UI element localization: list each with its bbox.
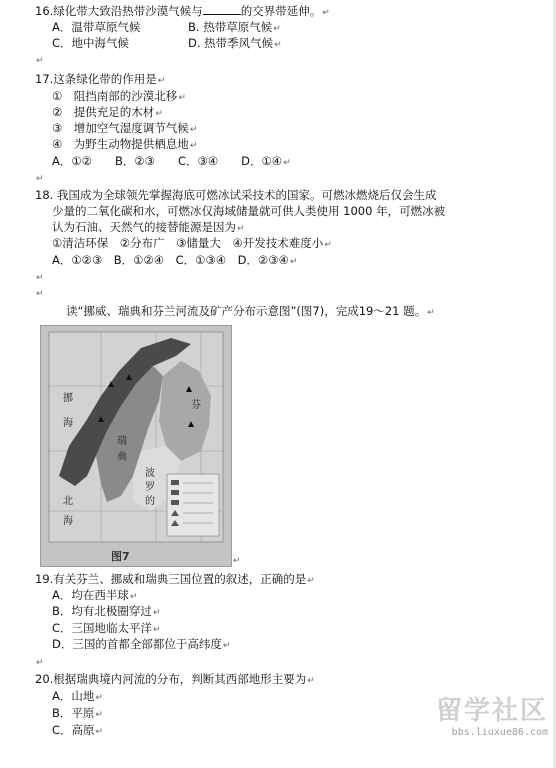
map-label: 挪 (63, 393, 73, 404)
q20-option-b: B．平原↵ (52, 706, 103, 720)
paragraph-mark-icon: ↵ (189, 141, 198, 151)
paragraph-mark-icon: ↵ (129, 592, 138, 602)
q17-option-3: ③ 增加空气湿度调节气候↵ (52, 121, 198, 135)
q18-line3: 认为石油、天然气的接替能源是因为↵ (52, 220, 245, 234)
paragraph-mark-icon: ↵ (36, 273, 44, 283)
paragraph-mark-icon: ↵ (95, 693, 103, 703)
q18-line1: 18. 我国成为全球领先掌握海底可燃冰试采技术的国家。可燃冰燃烧后仅会生成 (35, 188, 437, 202)
paragraph-mark-icon: ↵ (152, 608, 161, 618)
paragraph-mark-icon: ↵ (289, 257, 298, 267)
paragraph-mark-icon: ↵ (95, 710, 103, 720)
q20-stem: 20.根据瑞典境内河流的分布，判断其西部地形主要为↵ (35, 672, 315, 686)
paragraph-mark-icon: ↵ (274, 40, 282, 50)
paragraph-mark-icon: ↵ (427, 308, 435, 318)
blank-line (35, 170, 44, 187)
q16-option-a: A．温带草原气候 (52, 20, 141, 34)
paragraph-mark-icon: ↵ (155, 109, 163, 119)
map-label: 瑞 (117, 436, 127, 447)
q17-option-4: ④ 为野生动物提供栖息地↵ (52, 137, 198, 151)
q18-options: ①清洁环保 ②分布广 ③储量大 ④开发技术难度小↵ (52, 236, 332, 250)
blank-line (35, 285, 44, 302)
paragraph-mark-icon: ↵ (222, 641, 231, 651)
blank-line (35, 52, 44, 69)
paragraph-mark-icon: ↵ (36, 658, 44, 668)
paragraph-mark-icon: ↵ (36, 174, 44, 184)
paragraph-mark-icon: ↵ (322, 8, 330, 18)
paragraph-mark-icon: ↵ (157, 76, 166, 86)
q18-line2: 少量的二氧化碳和水，可燃冰仅海域储量就可供人类使用 1000 年，可燃冰被 (52, 204, 446, 218)
paragraph-mark-icon: ↵ (237, 224, 245, 234)
map-label: 的 (145, 496, 155, 507)
map-label: 典 (117, 452, 127, 463)
watermark-url: bbs.liuxue86.com (451, 727, 548, 738)
paragraph-mark-icon: ↵ (153, 625, 161, 635)
q17-option-2: ② 提供充足的木材↵ (52, 105, 163, 119)
q19-option-a: A．均在西半球↵ (52, 588, 138, 602)
q16-option-c: C．地中海气候 (52, 36, 130, 50)
q17-choices: A．①② B．②③ C．③④ D．①④↵ (52, 154, 291, 168)
paragraph-mark-icon: ↵ (95, 727, 104, 737)
q19-stem: 19.有关芬兰、挪威和瑞典三国位置的叙述，正确的是↵ (35, 572, 315, 586)
paragraph-mark-icon: ↵ (36, 56, 44, 66)
q16-row1 (52, 20, 140, 35)
reading-instruction: 读“挪威、瑞典和芬兰河流及矿产分布示意图”(图7)，完成19～21 题。↵ (66, 304, 435, 318)
paragraph-mark-icon: ↵ (283, 158, 291, 168)
map-label: 罗 (145, 482, 155, 493)
answer-blank (203, 4, 241, 15)
q16-option-d: D. 热带季风气候 (188, 36, 274, 50)
scandinavia-map-image (41, 326, 231, 566)
paragraph-mark-icon: ↵ (307, 576, 315, 586)
map-label: 北 (63, 496, 73, 507)
paragraph-mark-icon: ↵ (233, 556, 241, 566)
q20-option-a: A．山地↵ (52, 689, 103, 703)
q19-option-d: D．三国的首都全部都位于高纬度↵ (52, 637, 231, 651)
map-label: 芬 (191, 400, 201, 411)
q16-row2 (52, 36, 129, 51)
q16-option-b: B. 热带草原气候 (188, 20, 273, 34)
q17-option-1: ① 阻挡南部的沙漠北移↵ (52, 89, 186, 103)
q20-option-c: C．高原↵ (52, 723, 104, 737)
paragraph-mark-icon: ↵ (324, 240, 332, 250)
paragraph-mark-icon: ↵ (36, 289, 44, 299)
paragraph-mark-icon: ↵ (189, 125, 198, 135)
map-label: 波 (145, 468, 155, 479)
paragraph-mark-icon: ↵ (273, 24, 281, 34)
blank-line (35, 269, 44, 286)
site-watermark (436, 690, 548, 738)
q19-option-b: B．均有北极圈穿过↵ (52, 604, 161, 618)
watermark-brand: 留学社区 (435, 696, 548, 726)
q19-option-c: C．三国地临太平洋↵ (52, 621, 161, 635)
q16-row1b (188, 20, 281, 37)
figure-caption: 图7 (111, 550, 130, 563)
q17-stem: 17.这条绿化带的作用是↵ (35, 72, 166, 86)
map-label: 海 (63, 418, 73, 429)
map-label: 海 (63, 516, 73, 527)
q16-stem: 16.绿化带大致沿热带沙漠气候与 的交界带延伸。↵ (35, 4, 330, 18)
q16-row2b (188, 36, 282, 53)
figure-7-map (40, 325, 232, 567)
figure-return-mark (232, 552, 241, 569)
blank-line (35, 654, 44, 671)
paragraph-mark-icon: ↵ (307, 676, 315, 686)
paragraph-mark-icon: ↵ (178, 93, 186, 103)
q18-choices: A．①②③ B．①②④ C．①③④ D．②③④↵ (52, 253, 298, 267)
